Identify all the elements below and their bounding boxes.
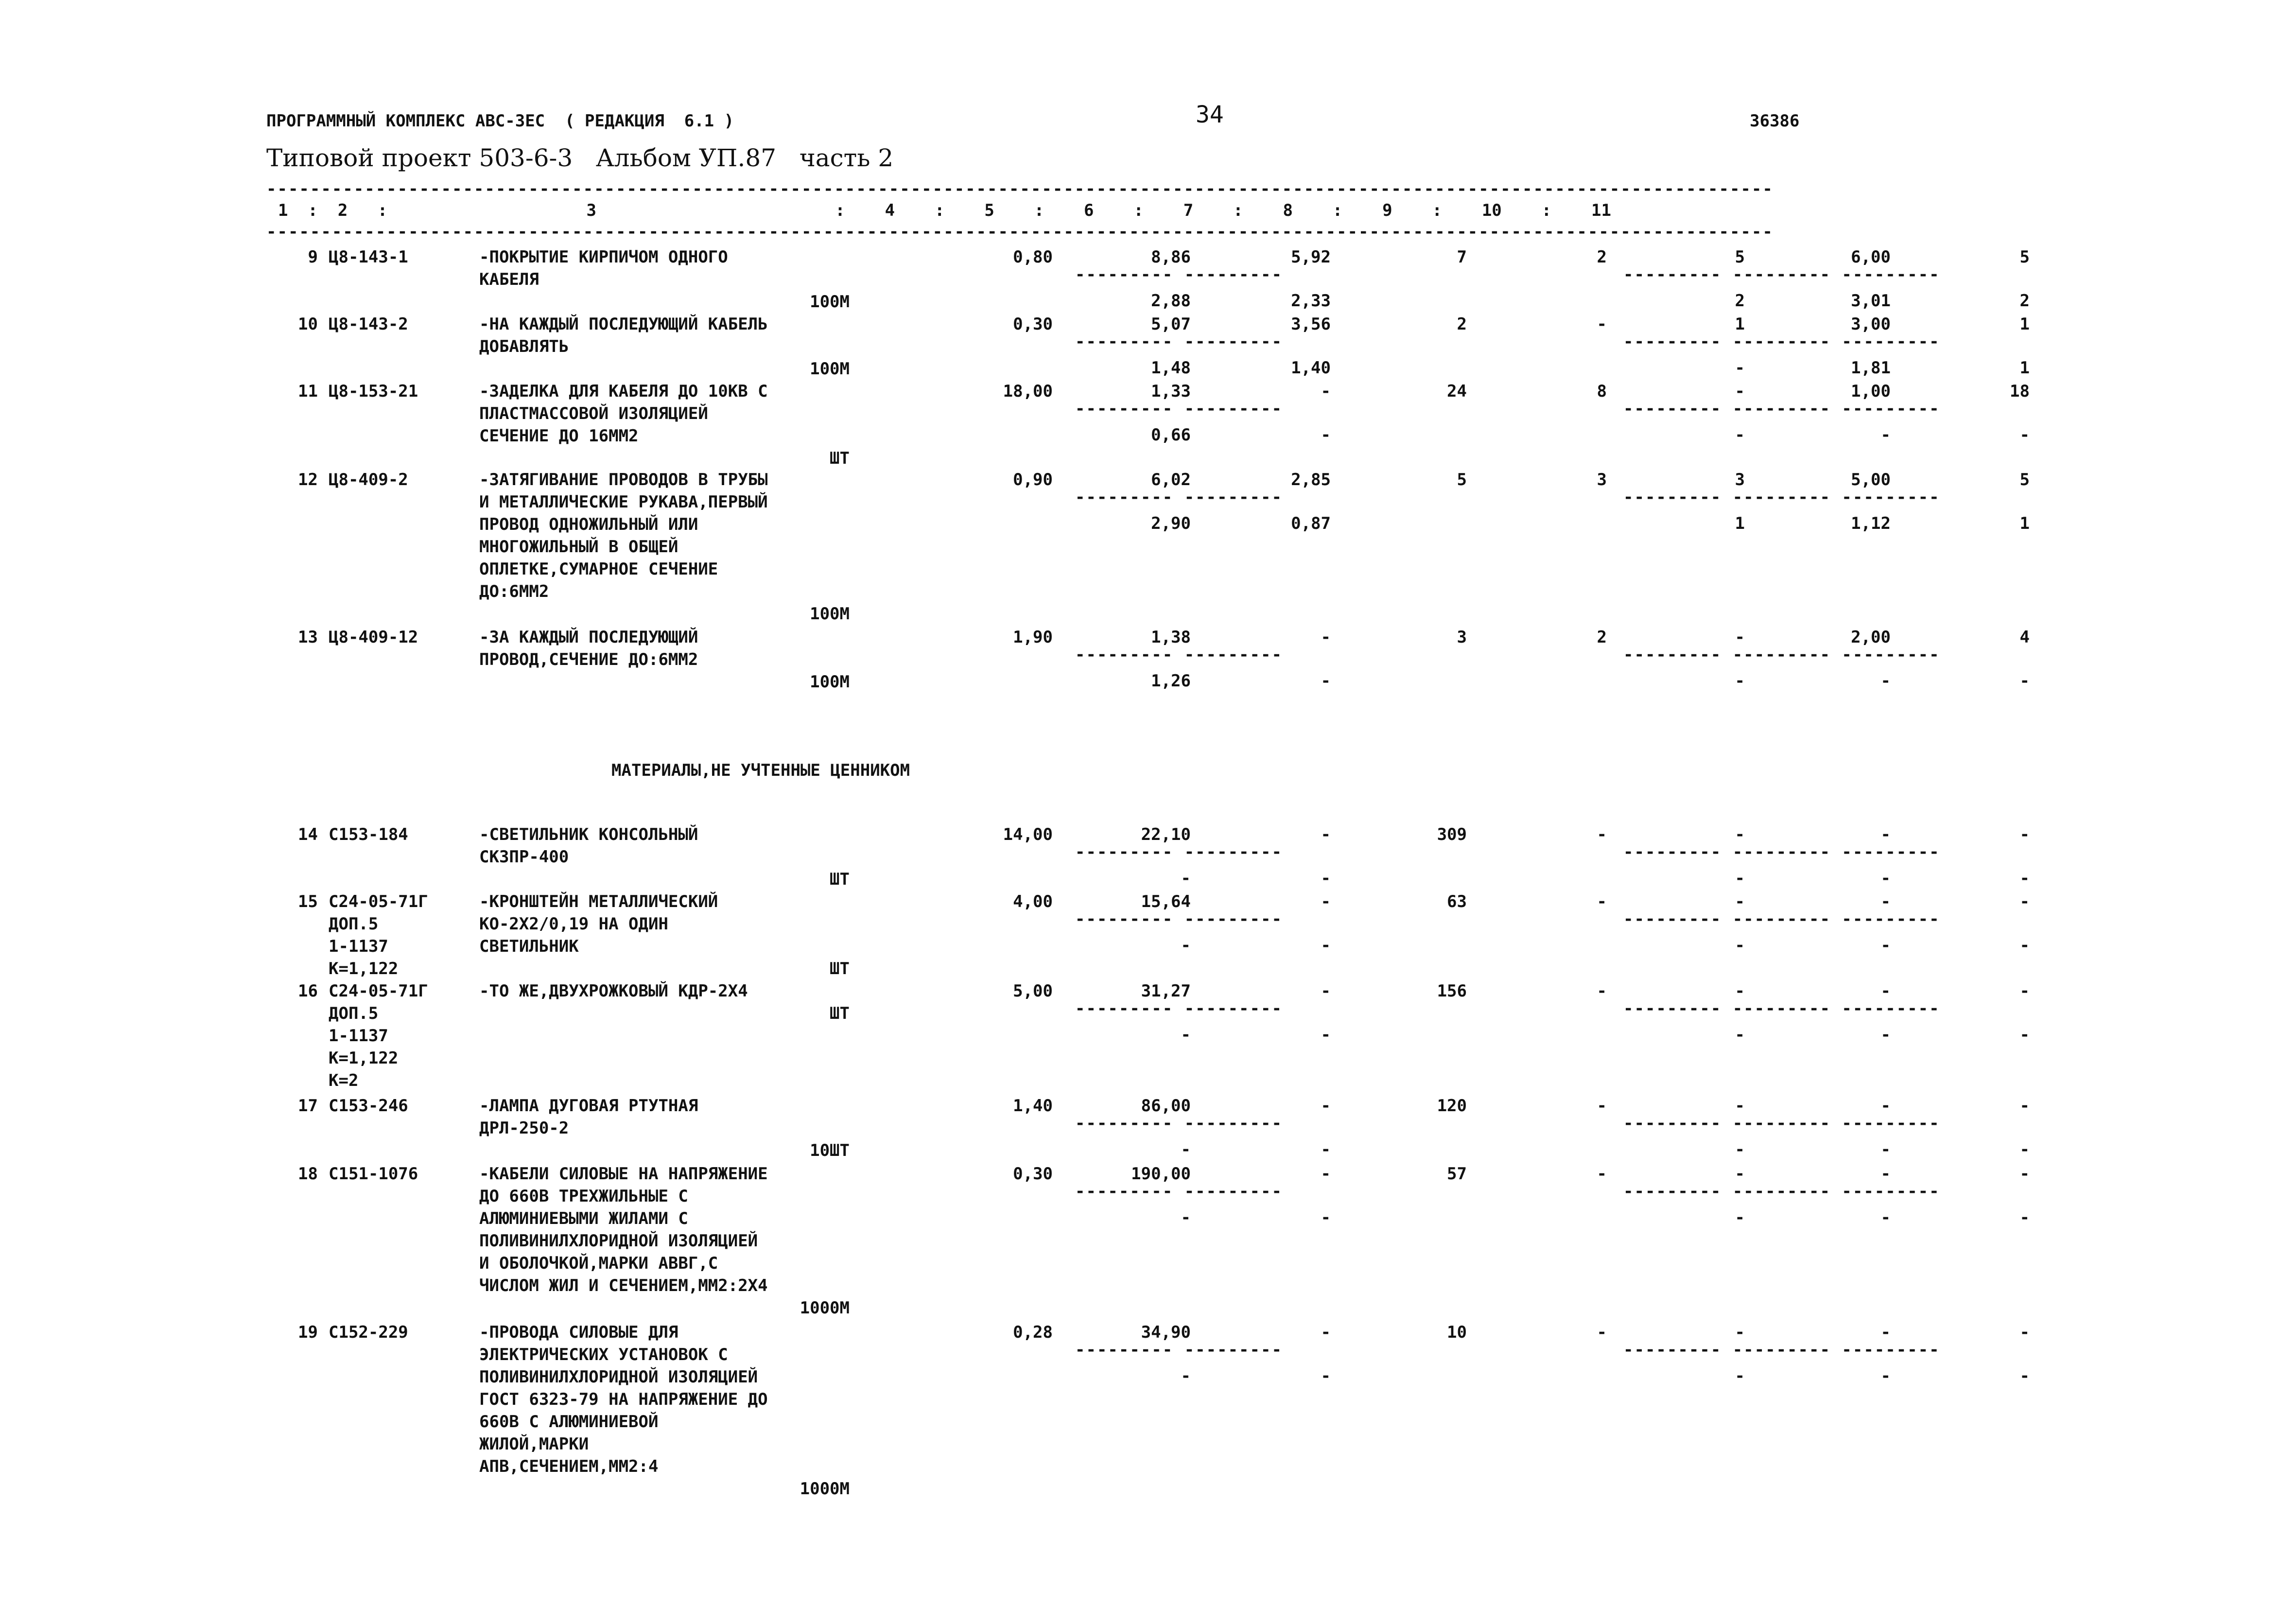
col5-value: 5,07 bbox=[1151, 314, 1191, 334]
col11-value: 5 bbox=[2019, 470, 2030, 489]
col6-subvalue: - bbox=[1321, 1208, 1331, 1227]
col5-value: 31,27 bbox=[1141, 981, 1191, 1001]
col10-value: 6,00 bbox=[1851, 247, 1891, 267]
col6-subvalue: 1,40 bbox=[1291, 358, 1331, 378]
col6-subvalue: - bbox=[1321, 869, 1331, 888]
col4-quantity: 1,40 bbox=[1013, 1096, 1053, 1116]
col9-value: - bbox=[1735, 382, 1745, 401]
col10-subvalue: - bbox=[1880, 1140, 1891, 1159]
row-unit: 1000М bbox=[800, 1479, 850, 1499]
col7-value: 156 bbox=[1437, 981, 1467, 1001]
row-unit: ШТ bbox=[830, 1004, 850, 1023]
col11-subvalue: - bbox=[2019, 671, 2030, 691]
document-code: 36386 bbox=[1750, 111, 1800, 131]
col11-subvalue: - bbox=[2019, 1366, 2030, 1386]
row-description: -КАБЕЛИ СИЛОВЫЕ НА НАПРЯЖЕНИЕ bbox=[479, 1164, 768, 1184]
row-description: СКЗПР-400 bbox=[479, 847, 569, 867]
col5-value: 6,02 bbox=[1151, 470, 1191, 489]
col6-subvalue: - bbox=[1321, 1366, 1331, 1386]
row-description: ОПЛЕТКЕ,СУМАРНОЕ СЕЧЕНИЕ bbox=[479, 559, 718, 579]
col9-value: - bbox=[1735, 825, 1745, 844]
col10-subvalue: 3,01 bbox=[1851, 291, 1891, 311]
subtotal-rule-5-6: --------- --------- bbox=[1075, 488, 1283, 507]
subtotal-rule-5-6: --------- --------- bbox=[1075, 909, 1283, 929]
col10-subvalue: - bbox=[1880, 1366, 1891, 1386]
col10-subvalue: - bbox=[1880, 936, 1891, 955]
row-number: 18 bbox=[298, 1164, 318, 1184]
col10-value: - bbox=[1880, 1323, 1891, 1342]
program-header: ПРОГРАММНЫЙ КОМПЛЕКС АВС-ЗЕС ( РЕДАКЦИЯ 6.1 ) bbox=[266, 111, 734, 131]
row-unit: 100М bbox=[810, 359, 850, 379]
col6-subvalue: 0,87 bbox=[1291, 514, 1331, 533]
col5-value: 8,86 bbox=[1151, 247, 1191, 267]
row-code: С153-184 bbox=[329, 825, 408, 844]
col7-value: 120 bbox=[1437, 1096, 1467, 1116]
col7-value: 2 bbox=[1457, 314, 1467, 334]
col9-subvalue: - bbox=[1735, 671, 1745, 691]
col9-subvalue: - bbox=[1735, 1366, 1745, 1386]
subtotal-rule-5-6: --------- --------- bbox=[1075, 265, 1283, 284]
row-number: 13 bbox=[298, 628, 318, 647]
col9-subvalue: - bbox=[1735, 936, 1745, 955]
col10-subvalue: - bbox=[1880, 671, 1891, 691]
page-number: 34 bbox=[1196, 101, 1224, 128]
row-description: И ОБОЛОЧКОЙ,МАРКИ АВВГ,С bbox=[479, 1254, 718, 1273]
col6-value: - bbox=[1321, 382, 1331, 401]
row-code: Ц8-143-2 bbox=[329, 314, 408, 334]
row-description: ДО:6ММ2 bbox=[479, 582, 549, 601]
section-title: МАТЕРИАЛЫ,НЕ УЧТЕННЫЕ ЦЕННИКОМ bbox=[611, 761, 910, 780]
subtotal-rule-9-11: --------- --------- --------- bbox=[1623, 842, 1940, 862]
col9-subvalue: - bbox=[1735, 869, 1745, 888]
col10-value: - bbox=[1880, 892, 1891, 911]
col9-subvalue: - bbox=[1735, 1025, 1745, 1045]
col11-value: - bbox=[2019, 981, 2030, 1001]
row-code: Ц8-153-21 bbox=[329, 382, 418, 401]
col9-value: - bbox=[1735, 1096, 1745, 1116]
col7-value: 24 bbox=[1447, 382, 1467, 401]
project-title: Типовой проект 503-6-3 Альбом УП.87 часть 2 bbox=[266, 144, 894, 172]
row-description: -ЗАДЕЛКА ДЛЯ КАБЕЛЯ ДО 10КВ С bbox=[479, 382, 768, 401]
col7-value: 309 bbox=[1437, 825, 1467, 844]
row-code: Ц8-409-2 bbox=[329, 470, 408, 489]
col9-value: 5 bbox=[1735, 247, 1745, 267]
col11-value: - bbox=[2019, 892, 2030, 911]
table-rule-top: ------------------------------------------------------------------------------------------------------------------------------------------ bbox=[266, 179, 1774, 199]
col6-value: - bbox=[1321, 1323, 1331, 1342]
col11-value: 5 bbox=[2019, 247, 2030, 267]
row-description: -ПОКРЫТИЕ КИРПИЧОМ ОДНОГО bbox=[479, 247, 728, 267]
col10-subvalue: - bbox=[1880, 869, 1891, 888]
col8-value: - bbox=[1597, 1323, 1607, 1342]
col9-subvalue: - bbox=[1735, 358, 1745, 378]
row-unit: 10ШТ bbox=[810, 1141, 850, 1160]
col10-value: 5,00 bbox=[1851, 470, 1891, 489]
row-code: 1-1137 bbox=[329, 937, 388, 956]
row-number: 19 bbox=[298, 1323, 318, 1342]
col5-subvalue: - bbox=[1181, 1140, 1191, 1159]
row-description: ЭЛЕКТРИЧЕСКИХ УСТАНОВОК С bbox=[479, 1345, 728, 1364]
row-unit: ШТ bbox=[830, 870, 850, 889]
col6-value: 2,85 bbox=[1291, 470, 1331, 489]
col5-subvalue: 1,26 bbox=[1151, 671, 1191, 691]
col4-quantity: 0,28 bbox=[1013, 1323, 1053, 1342]
col5-subvalue: 2,90 bbox=[1151, 514, 1191, 533]
row-description: АПВ,СЕЧЕНИЕМ,ММ2:4 bbox=[479, 1457, 659, 1476]
col9-value: 3 bbox=[1735, 470, 1745, 489]
subtotal-rule-5-6: --------- --------- bbox=[1075, 842, 1283, 862]
col4-quantity: 0,30 bbox=[1013, 1164, 1053, 1184]
col7-value: 3 bbox=[1457, 628, 1467, 647]
subtotal-rule-5-6: --------- --------- bbox=[1075, 645, 1283, 664]
subtotal-rule-5-6: --------- --------- bbox=[1075, 1114, 1283, 1133]
col4-quantity: 0,30 bbox=[1013, 314, 1053, 334]
col8-value: - bbox=[1597, 314, 1607, 334]
subtotal-rule-9-11: --------- --------- --------- bbox=[1623, 1114, 1940, 1133]
col5-subvalue: - bbox=[1181, 1208, 1191, 1227]
col6-value: - bbox=[1321, 1096, 1331, 1116]
subtotal-rule-5-6: --------- --------- bbox=[1075, 999, 1283, 1018]
subtotal-rule-9-11: --------- --------- --------- bbox=[1623, 1340, 1940, 1360]
row-description: АЛЮМИНИЕВЫМИ ЖИЛАМИ С bbox=[479, 1209, 688, 1228]
row-description: И МЕТАЛЛИЧЕСКИЕ РУКАВА,ПЕРВЫЙ bbox=[479, 492, 768, 512]
row-description: -ПРОВОДА СИЛОВЫЕ ДЛЯ bbox=[479, 1323, 678, 1342]
col6-value: - bbox=[1321, 825, 1331, 844]
row-number: 17 bbox=[298, 1096, 318, 1116]
table-column-header: 1 : 2 : 3 : 4 : 5 : 6 : 7 : 8 : 9 : 10 : 11 bbox=[278, 201, 1611, 220]
col5-value: 22,10 bbox=[1141, 825, 1191, 844]
row-description: -ТО ЖЕ,ДВУХРОЖКОВЫЙ КДР-2Х4 bbox=[479, 981, 748, 1001]
col4-quantity: 14,00 bbox=[1003, 825, 1053, 844]
subtotal-rule-9-11: --------- --------- --------- bbox=[1623, 265, 1940, 284]
row-description: -КРОНШТЕЙН МЕТАЛЛИЧЕСКИЙ bbox=[479, 892, 718, 911]
col7-value: 5 bbox=[1457, 470, 1467, 489]
row-unit: ШТ bbox=[830, 959, 850, 978]
col7-value: 10 bbox=[1447, 1323, 1467, 1342]
col5-subvalue: 1,48 bbox=[1151, 358, 1191, 378]
col8-value: 2 bbox=[1597, 628, 1607, 647]
row-description: СВЕТИЛЬНИК bbox=[479, 937, 579, 956]
col5-value: 86,00 bbox=[1141, 1096, 1191, 1116]
subtotal-rule-9-11: --------- --------- --------- bbox=[1623, 999, 1940, 1018]
row-unit: 1000М bbox=[800, 1298, 850, 1318]
row-description: ПОЛИВИНИЛХЛОРИДНОЙ ИЗОЛЯЦИЕЙ bbox=[479, 1367, 758, 1387]
col5-subvalue: 2,88 bbox=[1151, 291, 1191, 311]
subtotal-rule-9-11: --------- --------- --------- bbox=[1623, 645, 1940, 664]
col8-value: - bbox=[1597, 1164, 1607, 1184]
row-description: ПЛАСТМАССОВОЙ ИЗОЛЯЦИЕЙ bbox=[479, 404, 708, 423]
row-code: 1-1137 bbox=[329, 1026, 388, 1046]
col10-value: 1,00 bbox=[1851, 382, 1891, 401]
col5-value: 1,33 bbox=[1151, 382, 1191, 401]
row-code: С153-246 bbox=[329, 1096, 408, 1116]
col10-subvalue: - bbox=[1880, 1208, 1891, 1227]
col7-value: 63 bbox=[1447, 892, 1467, 911]
col7-value: 7 bbox=[1457, 247, 1467, 267]
subtotal-rule-5-6: --------- --------- bbox=[1075, 332, 1283, 351]
col11-subvalue: - bbox=[2019, 1140, 2030, 1159]
subtotal-rule-5-6: --------- --------- bbox=[1075, 399, 1283, 419]
col6-subvalue: - bbox=[1321, 671, 1331, 691]
row-unit: 100М bbox=[810, 292, 850, 312]
col11-value: - bbox=[2019, 1096, 2030, 1116]
col8-value: - bbox=[1597, 981, 1607, 1001]
col11-subvalue: - bbox=[2019, 869, 2030, 888]
row-description: КАБЕЛЯ bbox=[479, 270, 539, 289]
subtotal-rule-9-11: --------- --------- --------- bbox=[1623, 1182, 1940, 1201]
col4-quantity: 5,00 bbox=[1013, 981, 1053, 1001]
col11-value: 18 bbox=[2010, 382, 2030, 401]
col10-value: - bbox=[1880, 1096, 1891, 1116]
row-code: К=1,122 bbox=[329, 1048, 399, 1068]
col6-subvalue: 2,33 bbox=[1291, 291, 1331, 311]
subtotal-rule-9-11: --------- --------- --------- bbox=[1623, 488, 1940, 507]
col4-quantity: 4,00 bbox=[1013, 892, 1053, 911]
col5-subvalue: 0,66 bbox=[1151, 425, 1191, 445]
row-number: 10 bbox=[298, 314, 318, 334]
col5-value: 34,90 bbox=[1141, 1323, 1191, 1342]
col10-value: - bbox=[1880, 825, 1891, 844]
row-description: ДОБАВЛЯТЬ bbox=[479, 337, 569, 356]
col11-value: 4 bbox=[2019, 628, 2030, 647]
col9-value: - bbox=[1735, 628, 1745, 647]
row-description: ДО 660В ТРЕХЖИЛЬНЫЕ С bbox=[479, 1187, 688, 1206]
col6-value: - bbox=[1321, 628, 1331, 647]
col5-subvalue: - bbox=[1181, 1366, 1191, 1386]
col10-subvalue: 1,81 bbox=[1851, 358, 1891, 378]
subtotal-rule-9-11: --------- --------- --------- bbox=[1623, 399, 1940, 419]
col11-subvalue: - bbox=[2019, 425, 2030, 445]
row-code: С151-1076 bbox=[329, 1164, 418, 1184]
row-unit: 100М bbox=[810, 604, 850, 624]
row-description: ДРЛ-250-2 bbox=[479, 1118, 569, 1138]
col11-subvalue: 1 bbox=[2019, 514, 2030, 533]
col6-value: 5,92 bbox=[1291, 247, 1331, 267]
col6-subvalue: - bbox=[1321, 1025, 1331, 1045]
col6-subvalue: - bbox=[1321, 1140, 1331, 1159]
col6-subvalue: - bbox=[1321, 425, 1331, 445]
col9-subvalue: 2 bbox=[1735, 291, 1745, 311]
col11-value: - bbox=[2019, 1164, 2030, 1184]
row-description: 660В С АЛЮМИНИЕВОЙ bbox=[479, 1412, 659, 1432]
row-description: СЕЧЕНИЕ ДО 16ММ2 bbox=[479, 426, 639, 446]
row-description: -ЗА КАЖДЫЙ ПОСЛЕДУЮЩИЙ bbox=[479, 628, 698, 647]
col6-value: - bbox=[1321, 892, 1331, 911]
col11-value: - bbox=[2019, 825, 2030, 844]
row-code: К=1,122 bbox=[329, 959, 399, 978]
col5-subvalue: - bbox=[1181, 1025, 1191, 1045]
row-description: -ЛАМПА ДУГОВАЯ РТУТНАЯ bbox=[479, 1096, 698, 1116]
col11-value: 1 bbox=[2019, 314, 2030, 334]
col11-subvalue: - bbox=[2019, 1208, 2030, 1227]
row-description: -ЗАТЯГИВАНИЕ ПРОВОДОВ В ТРУБЫ bbox=[479, 470, 768, 489]
row-code: Ц8-409-12 bbox=[329, 628, 418, 647]
row-number: 14 bbox=[298, 825, 318, 844]
col7-value: 57 bbox=[1447, 1164, 1467, 1184]
row-description: ЖИЛОЙ,МАРКИ bbox=[479, 1434, 589, 1454]
table-rule-header-bottom: ------------------------------------------------------------------------------------------------------------------------------------------ bbox=[266, 222, 1774, 242]
row-code: С24-05-71Г bbox=[329, 892, 428, 911]
row-code: ДОП.5 bbox=[329, 1004, 379, 1023]
row-code: Ц8-143-1 bbox=[329, 247, 408, 267]
row-description: ЧИСЛОМ ЖИЛ И СЕЧЕНИЕМ,ММ2:2Х4 bbox=[479, 1276, 768, 1295]
row-description: -НА КАЖДЫЙ ПОСЛЕДУЮЩИЙ КАБЕЛЬ bbox=[479, 314, 768, 334]
row-description: -СВЕТИЛЬНИК КОНСОЛЬНЫЙ bbox=[479, 825, 698, 844]
col8-value: - bbox=[1597, 892, 1607, 911]
col10-value: - bbox=[1880, 1164, 1891, 1184]
col8-value: 8 bbox=[1597, 382, 1607, 401]
col6-value: - bbox=[1321, 1164, 1331, 1184]
col9-subvalue: - bbox=[1735, 425, 1745, 445]
col5-value: 1,38 bbox=[1151, 628, 1191, 647]
col8-value: 2 bbox=[1597, 247, 1607, 267]
col6-value: 3,56 bbox=[1291, 314, 1331, 334]
col9-value: 1 bbox=[1735, 314, 1745, 334]
col10-subvalue: - bbox=[1880, 1025, 1891, 1045]
col5-value: 15,64 bbox=[1141, 892, 1191, 911]
col10-value: 2,00 bbox=[1851, 628, 1891, 647]
row-description: ПРОВОД,СЕЧЕНИЕ ДО:6ММ2 bbox=[479, 650, 698, 669]
col10-value: - bbox=[1880, 981, 1891, 1001]
row-code: С152-229 bbox=[329, 1323, 408, 1342]
col10-subvalue: - bbox=[1880, 425, 1891, 445]
col5-subvalue: - bbox=[1181, 936, 1191, 955]
col9-subvalue: 1 bbox=[1735, 514, 1745, 533]
col9-value: - bbox=[1735, 981, 1745, 1001]
row-unit: ШТ bbox=[830, 449, 850, 468]
row-number: 15 bbox=[298, 892, 318, 911]
row-number: 16 bbox=[298, 981, 318, 1001]
row-description: ПОЛИВИНИЛХЛОРИДНОЙ ИЗОЛЯЦИЕЙ bbox=[479, 1231, 758, 1251]
col10-subvalue: 1,12 bbox=[1851, 514, 1891, 533]
col8-value: - bbox=[1597, 1096, 1607, 1116]
row-code: К=2 bbox=[329, 1071, 359, 1090]
subtotal-rule-9-11: --------- --------- --------- bbox=[1623, 909, 1940, 929]
row-code: ДОП.5 bbox=[329, 914, 379, 934]
col11-subvalue: - bbox=[2019, 1025, 2030, 1045]
col6-value: - bbox=[1321, 981, 1331, 1001]
row-number: 9 bbox=[308, 247, 318, 267]
col8-value: 3 bbox=[1597, 470, 1607, 489]
row-number: 12 bbox=[298, 470, 318, 489]
col4-quantity: 0,90 bbox=[1013, 470, 1053, 489]
col9-subvalue: - bbox=[1735, 1140, 1745, 1159]
col9-value: - bbox=[1735, 1323, 1745, 1342]
row-description: КО-2Х2/0,19 НА ОДИН bbox=[479, 914, 668, 934]
row-number: 11 bbox=[298, 382, 318, 401]
row-description: ПРОВОД ОДНОЖИЛЬНЫЙ ИЛИ bbox=[479, 515, 698, 534]
col8-value: - bbox=[1597, 825, 1607, 844]
row-description: ГОСТ 6323-79 НА НАПРЯЖЕНИЕ ДО bbox=[479, 1390, 768, 1409]
col9-value: - bbox=[1735, 1164, 1745, 1184]
col11-subvalue: - bbox=[2019, 936, 2030, 955]
col11-subvalue: 1 bbox=[2019, 358, 2030, 378]
row-code: С24-05-71Г bbox=[329, 981, 428, 1001]
subtotal-rule-5-6: --------- --------- bbox=[1075, 1340, 1283, 1360]
subtotal-rule-9-11: --------- --------- --------- bbox=[1623, 332, 1940, 351]
col4-quantity: 18,00 bbox=[1003, 382, 1053, 401]
col11-subvalue: 2 bbox=[2019, 291, 2030, 311]
col4-quantity: 0,80 bbox=[1013, 247, 1053, 267]
col6-subvalue: - bbox=[1321, 936, 1331, 955]
col11-value: - bbox=[2019, 1323, 2030, 1342]
row-description: МНОГОЖИЛЬНЫЙ В ОБЩЕЙ bbox=[479, 537, 678, 557]
col9-value: - bbox=[1735, 892, 1745, 911]
col5-subvalue: - bbox=[1181, 869, 1191, 888]
col5-value: 190,00 bbox=[1131, 1164, 1191, 1184]
col9-subvalue: - bbox=[1735, 1208, 1745, 1227]
col4-quantity: 1,90 bbox=[1013, 628, 1053, 647]
row-unit: 100М bbox=[810, 672, 850, 692]
col10-value: 3,00 bbox=[1851, 314, 1891, 334]
subtotal-rule-5-6: --------- --------- bbox=[1075, 1182, 1283, 1201]
